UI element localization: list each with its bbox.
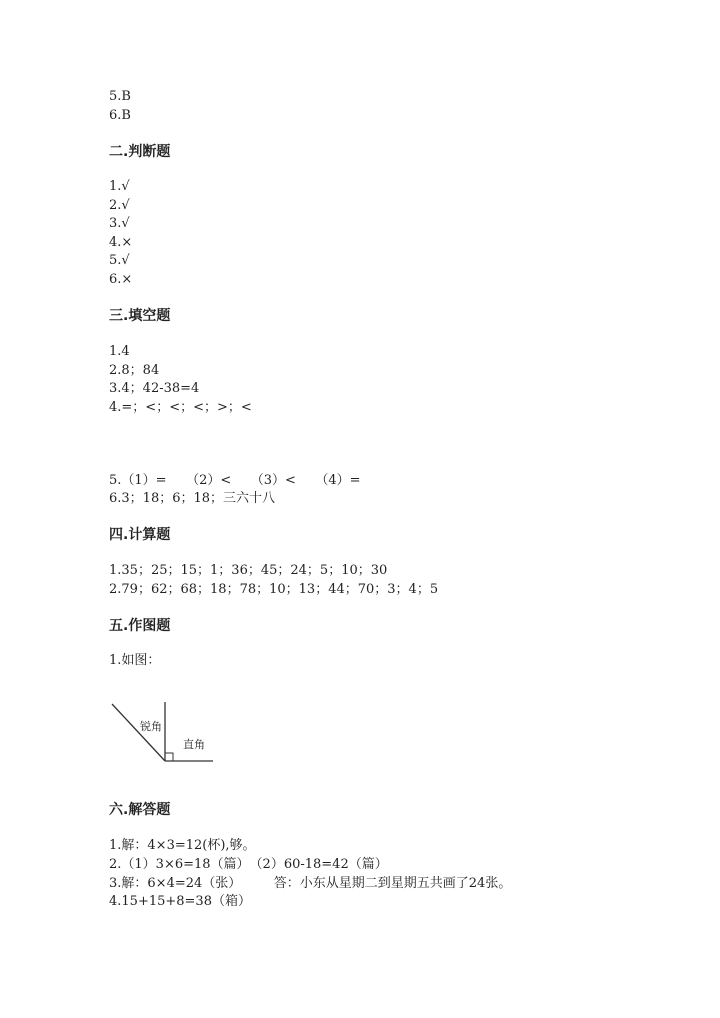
answer-line: 4.=；<；<；<；>；< — [109, 400, 252, 415]
answer-line: 1.如图： — [109, 653, 161, 668]
answer-line: 3.4；42-38=4 — [109, 381, 200, 396]
acute-angle-label: 锐角 — [140, 720, 162, 733]
answer-line: 5.B — [109, 89, 131, 104]
answer-line: 4.× — [109, 235, 133, 250]
answer-line: 1.35；25；15；1；36；45；24；5；10；30 — [109, 563, 388, 578]
section-heading: 四.计算题 — [109, 527, 171, 543]
answer-line: 6.× — [109, 272, 133, 287]
section-heading: 二.判断题 — [109, 144, 171, 160]
answer-line: 5.√ — [109, 253, 130, 268]
right-angle-mark — [165, 753, 173, 761]
section-heading: 六.解答题 — [109, 802, 171, 818]
angle-figure — [109, 700, 219, 768]
answer-line: 4.15+15+8=38（箱） — [109, 894, 251, 909]
answer-line: 5.（1）= （2）< （3）< （4）= — [109, 473, 361, 488]
section-heading: 三.填空题 — [109, 308, 171, 324]
answer-line: 2.√ — [109, 198, 130, 213]
right-angle-label: 直角 — [183, 738, 205, 751]
answer-line: 1.√ — [109, 179, 130, 194]
answer-line: 6.B — [109, 108, 131, 123]
answer-line: 3.解：6×4=24（张） 答：小东从星期二到星期五共画了24张。 — [109, 876, 512, 891]
answer-line: 3.√ — [109, 216, 130, 231]
answer-line: 1.解：4×3=12(杯),够。 — [109, 838, 256, 853]
section-heading: 五.作图题 — [109, 618, 171, 634]
answer-line: 2.（1）3×6=18（篇） （2）60-18=42（篇） — [109, 857, 388, 872]
answer-line: 2.8；84 — [109, 363, 160, 378]
answer-line: 6.3；18；6；18；三六十八 — [109, 491, 276, 506]
answer-line: 2.79；62；68；18；78；10；13；44；70；3；4；5 — [109, 582, 439, 597]
answer-line: 1.4 — [109, 344, 130, 359]
